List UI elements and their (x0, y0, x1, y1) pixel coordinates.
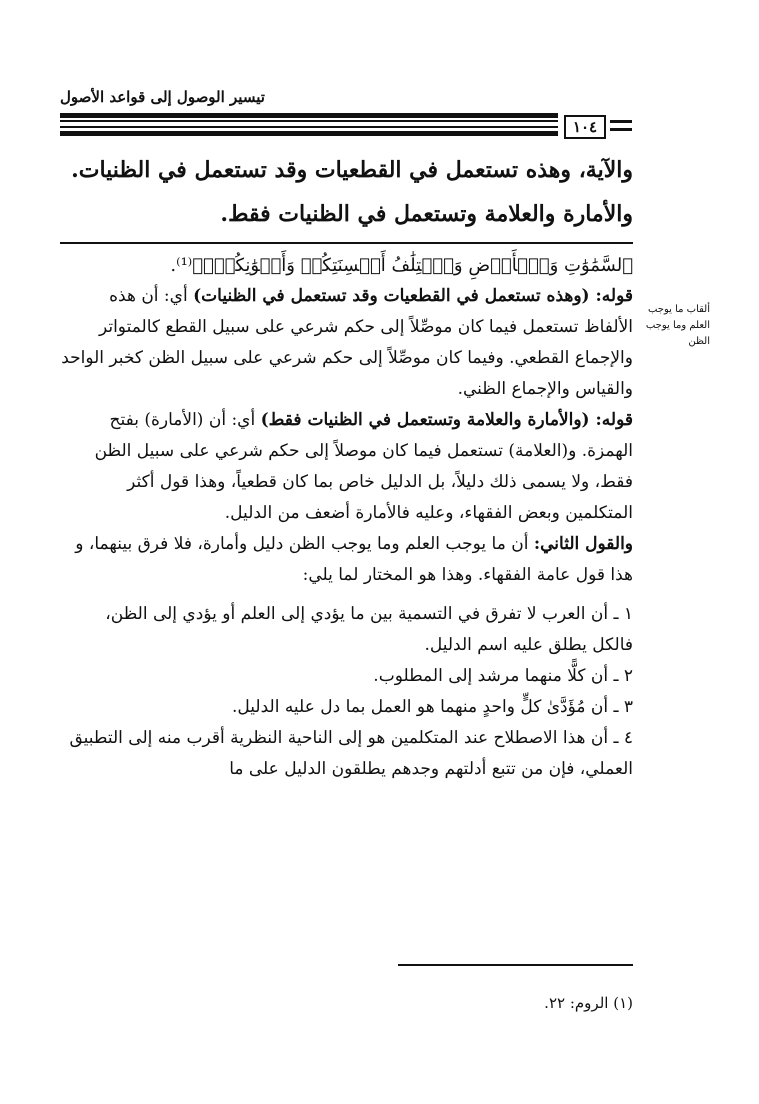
page-number: ١٠٤ (564, 115, 606, 139)
footnote-separator (398, 964, 633, 966)
paragraph-1-lead: قوله: (وهذه تستعمل في القطعيات وقد تستعمل في الظنيات) (193, 286, 633, 306)
list-item: ٤ ـ أن هذا الاصطلاح عند المتكلمين هو إلى الناحية النظرية أقرب منه إلى التطبيق العملي، فإن من تتبع أدلتهم وجدهم يطلقون الدليل على ما (69, 728, 633, 779)
list-gap (60, 591, 633, 599)
matn-line-2: والأمارة والعلامة وتستعمل في الظنيات فقط. (220, 201, 633, 227)
page-number-rule-top (610, 120, 632, 123)
header-rule-thick-top (60, 113, 558, 118)
commentary-body (60, 250, 633, 785)
quran-verse: ٱلسَّمَٰوَٰتِ وَٱلۡأَرۡضِ وَٱخۡتِلَٰفُ أَلۡسِنَتِكُمۡ وَأَلۡوَٰنِكُمۡۚ﴾⁽¹⁾. (170, 255, 633, 276)
header-rule-thin-bottom (60, 126, 558, 128)
paragraph-3 (60, 529, 633, 591)
header-rule-thin-top (60, 120, 558, 122)
header-rule-thick-bottom (60, 131, 558, 136)
margin-heading: ألقاب ما يوجب العلم وما يوجب الظن (645, 304, 710, 347)
paragraph-2-lead: قوله: (والأمارة والعلامة وتستعمل في الظنيات فقط) (260, 410, 633, 430)
matn-text (60, 148, 633, 236)
footnote: (١) الروم: ٢٢. (544, 994, 633, 1012)
paragraph-1-text: أي: أن هذه الألفاظ تستعمل فيما كان موصِّلاً إلى حكم شرعي على سبيل القطع كالمتواتر والإجماع القطعي. وفيما كان موصِّلاً إلى حكم شرعي على سبيل الظن كخبر الواحد والقياس والإجماع الظني. (61, 286, 633, 399)
running-header-title: تيسير الوصول إلى قواعد الأصول (60, 88, 265, 106)
list-item: ٣ ـ أن مُؤَدَّىٰ كلٍّ واحدٍ منهما هو العمل بما دل عليه الدليل. (232, 697, 633, 717)
paragraph-3-lead: والقول الثاني: (533, 534, 633, 554)
list-item: ١ ـ أن العرب لا تفرق في التسمية بين ما يؤدي إلى العلم أو يؤدي إلى الظن، فالكل يطلق عليه اسم الدليل. (105, 604, 633, 655)
matn-line-1: والآية، وهذه تستعمل في القطعيات وقد تستعمل في الظنيات. (71, 157, 633, 183)
page-number-rule-bottom (610, 128, 632, 131)
paragraph-3-text: أن ما يوجب العلم وما يوجب الظن دليل وأمارة، فلا فرق بينهما، و هذا قول عامة الفقهاء. وهذا هو المختار لما يلي: (75, 534, 633, 585)
list-item: ٢ ـ أن كلًّا منهما مرشد إلى المطلوب. (373, 666, 633, 686)
paragraph-1 (60, 281, 633, 405)
paragraph-2 (60, 405, 633, 529)
paragraph-2-text: أي: أن (الأمارة) بفتح الهمزة. و(العلامة) تستعمل فيما كان موصلاً إلى حكم شرعي على سبيل الظن فقط، ولا يسمى ذلك دليلاً، بل الدليل خاص بما كان قطعياً، وهذا قول أكثر المتكلمين وبعض الفقهاء، وعليه فالأمارة أضعف من الدليل. (94, 410, 633, 523)
matn-separator (60, 242, 633, 244)
